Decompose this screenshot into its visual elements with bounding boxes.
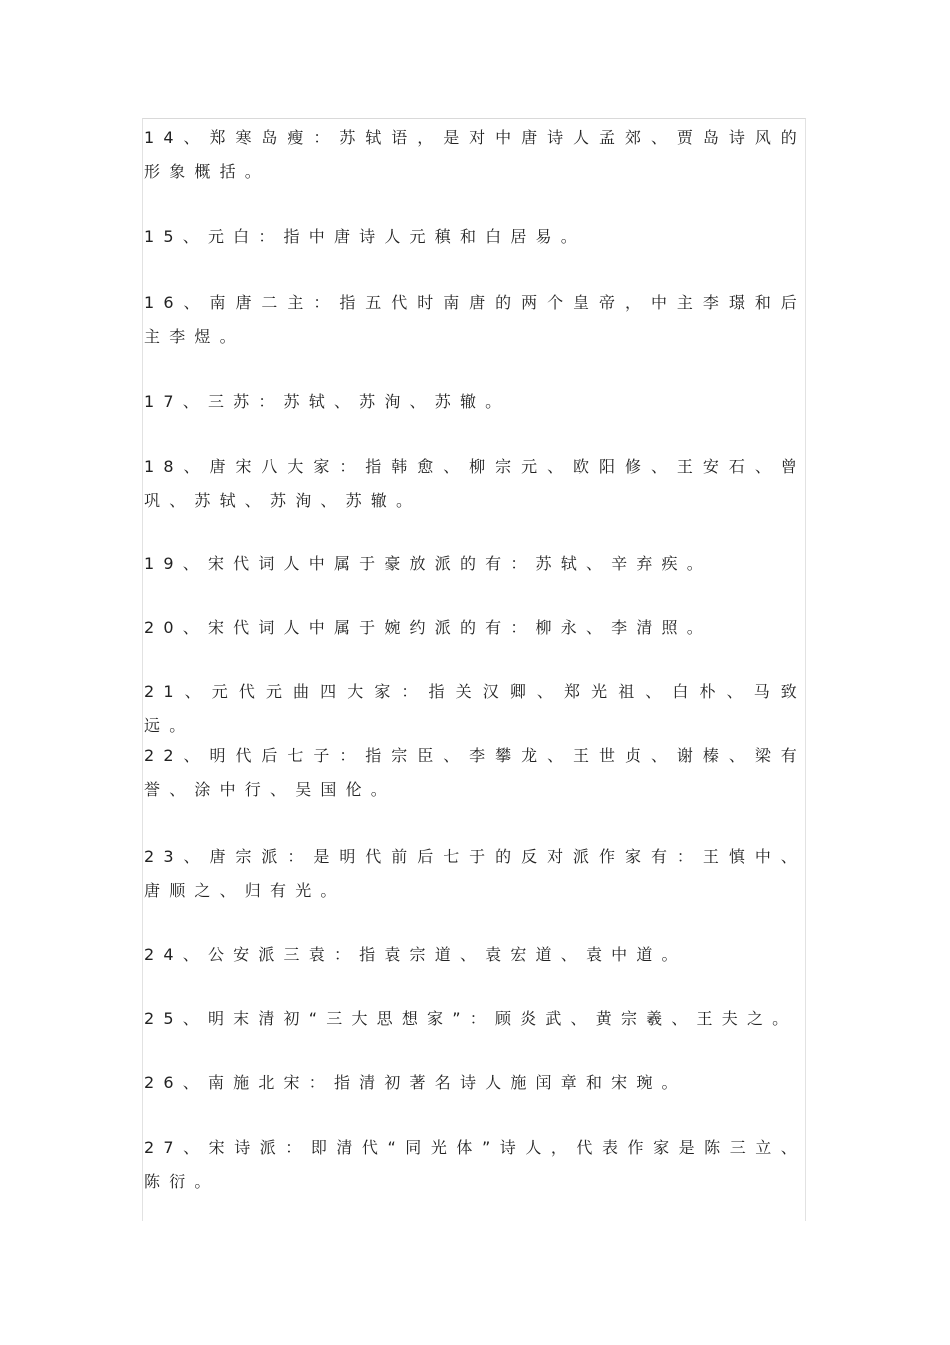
entry-21: 21、元代元曲四大家：指关汉卿、郑光祖、白朴、马致远。: [144, 682, 806, 735]
entry-16: 16、南唐二主：指五代时南唐的两个皇帝，中主李璟和后主李煜。: [144, 293, 806, 346]
entry-18: 18、唐宋八大家：指韩愈、柳宗元、欧阳修、王安石、曾巩、苏轼、苏洵、苏辙。: [144, 457, 806, 510]
entry-20: 20、宋代词人中属于婉约派的有：柳永、李清照。: [144, 618, 712, 637]
entry-17: 17、三苏：苏轼、苏洵、苏辙。: [144, 392, 511, 411]
entry-27: 27、宋诗派：即清代“同光体”诗人，代表作家是陈三立、陈衍。: [144, 1138, 806, 1191]
page-frame: [142, 118, 806, 1221]
entry-14: 14、郑寒岛瘦：苏轼语，是对中唐诗人孟郊、贾岛诗风的形象概括。: [144, 128, 806, 181]
entry-15: 15、元白：指中唐诗人元稹和白居易。: [144, 227, 586, 246]
entry-26: 26、南施北宋：指清初著名诗人施闰章和宋琬。: [144, 1073, 687, 1092]
entry-24: 24、公安派三袁：指袁宗道、袁宏道、袁中道。: [144, 945, 687, 964]
entry-19: 19、宋代词人中属于豪放派的有：苏轼、辛弃疾。: [144, 554, 712, 573]
entry-23: 23、唐宗派：是明代前后七于的反对派作家有：王慎中、唐顺之、归有光。: [144, 847, 806, 900]
entry-22: 22、明代后七子：指宗臣、李攀龙、王世贞、谢榛、梁有誉、涂中行、吴国伦。: [144, 746, 806, 799]
entry-25: 25、明末清初“三大思想家”：顾炎武、黄宗羲、王夫之。: [144, 1009, 798, 1028]
